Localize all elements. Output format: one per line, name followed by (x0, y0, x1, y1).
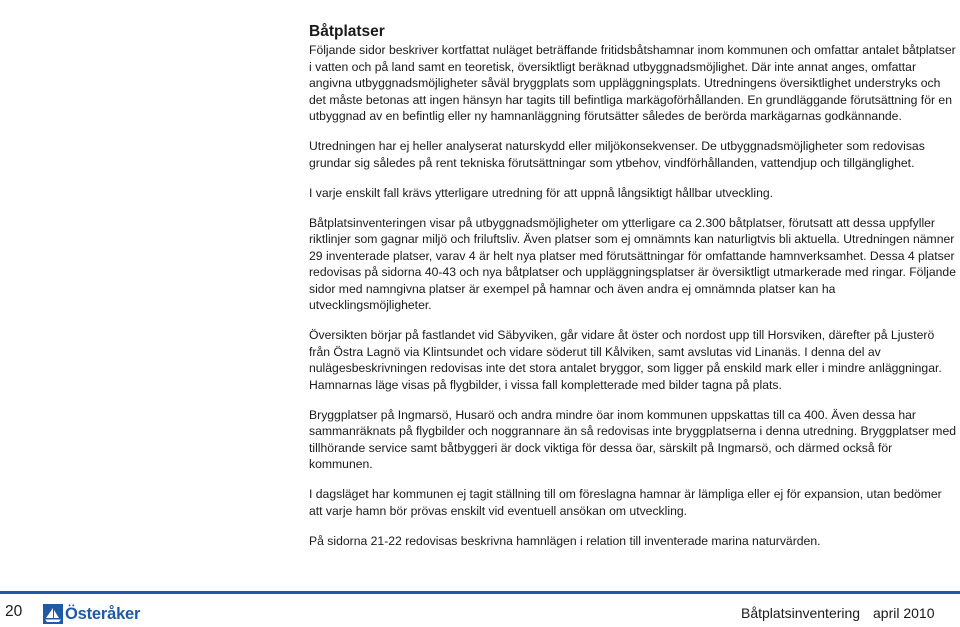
footer-document-title: Båtplatsinventering (741, 605, 861, 621)
paragraph-islands: Bryggplatser på Ingmarsö, Husarö och andra mindre öar inom kommunen uppskattas till ca 400. Även dessa har sammanräknats på flygbilder och noggrannare än så redovisas inte bryggplatserna i denna utredning. Bryggplatser med tillhörande service samt båtbyggeri är dock viktiga för dessa öar, särskilt på Ingmarsö, och därmed också för kommunen. (309, 407, 956, 471)
paragraph-environment: Utredningen har ej heller analyserat naturskydd eller miljökonsekvenser. De utbyggnadsmöjligheter som redovisas grundar sig således på rent tekniska förutsättningar som ytbehov, vindförhållanden, vattendjup och tillgänglighet. (309, 139, 925, 170)
page-number: 20 (5, 603, 23, 620)
paragraph-nature-values: På sidorna 21-22 redovisas beskrivna hamnlägen i relation till inventerade marina naturvärden. (309, 533, 821, 548)
paragraph-further-study: I varje enskilt fall krävs ytterligare utredning för att uppnå långsiktigt hållbar utveckling. (309, 185, 774, 200)
main-content (309, 22, 957, 549)
paragraph-inventory-result: Båtplatsinventeringen visar på utbyggnadsmöjligheter om ytterligare ca 2.300 båtplatser, förutsatt att dessa uppfyller riktlinjer som gagnar miljö och friluftsliv. Även platser som ej omnämnts kan naturligtvis bli aktuella. Utredningen nämner 29 inventerade platser, varav 4 är helt nya platser med förutsättningar för omfattande hamnverksamhet. Dessa 4 platser redovisas på sidorna 40-43 och nya båtplatser och uppläggningsplatser är översiktligt utmarkerade med ringar. Följande sidor med namngivna platser är exempel på hamnar och även andra ej omnämnda platser kan ha utvecklingsmöjligheter. (309, 215, 956, 312)
paragraph-overview-route: Översikten börjar på fastlandet vid Säbyviken, går vidare åt öster och nordost upp till Horsviken, därefter på Ljusterö från Östra Lagnö via Klintsundet och vidare söderut till Kålviken, samt avslutas vid Linanäs. I denna del av nulägesbeskrivningen redovisas inte det stora antalet bryggor, som ligger på enskild mark eller i mindre anläggningar. Hamnarnas läge visas på flygbilder, i vissa fall kompletterade med bilder tagna på plats. (309, 328, 942, 392)
paragraph-municipal-position: I dagsläget har kommunen ej tagit ställning till om föreslagna hamnar är lämpliga eller ej för expansion, utan bedömer att varje hamn bör prövas enskilt vid eventuell ansökan om utveckling. (309, 487, 942, 518)
municipality-crest-icon (43, 604, 63, 624)
paragraph-intro: Följande sidor beskriver kortfattat nuläget beträffande fritidsbåtshamnar inom kommunen och omfattar antalet båtplatser i vatten och på land samt en teoretisk, översiktligt beräknad utbyggnadsmöjlighet. Där inte annat anges, omfattar angivna utbyggnadsmöjligheter såväl bryggplats som uppläggningsplats. Utredningens översiktlighet understryks och det måste betonas att ingen hänsyn har tagits till befintliga markägoförhållanden. En grundläggande förutsättning för en utbyggnad av en befintlig eller ny hamnanläggning förutsätter således de berörda markägarnas godkännande. (309, 43, 956, 123)
logo-wordmark: Österåker (65, 604, 141, 623)
osteraker-logo (43, 604, 140, 624)
footer-date: april 2010 (873, 605, 935, 621)
footer-divider (0, 591, 960, 594)
page-heading: Båtplatser (309, 23, 385, 40)
